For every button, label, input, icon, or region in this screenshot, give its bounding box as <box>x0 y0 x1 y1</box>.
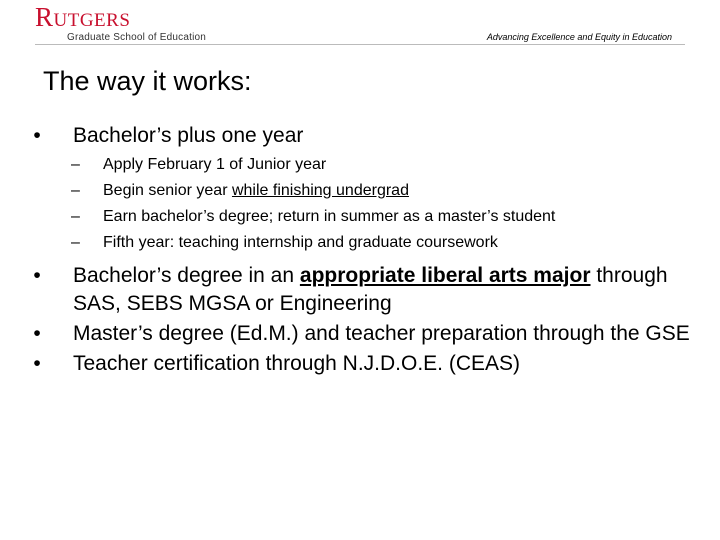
bullet-emphasis: appropriate liberal arts major <box>299 264 591 287</box>
sub-bullet-item <box>27 230 692 256</box>
sub-bullet-text: Earn bachelor’s degree; return in summer as a master’s student <box>103 208 556 225</box>
bullet-text: Bachelor’s plus one year <box>73 124 304 147</box>
bullet-text <box>73 262 692 318</box>
bullet-marker: • <box>33 264 41 287</box>
bullet-item <box>27 320 692 348</box>
header-divider <box>35 44 685 45</box>
bullet-text: Teacher certification through N.J.D.O.E. (CEAS) <box>73 352 520 375</box>
sub-bullet-text-before: Begin senior year <box>103 182 232 199</box>
logo-subtitle: Graduate School of Education <box>67 32 207 43</box>
bullet-item <box>27 350 692 378</box>
sub-bullet-marker: – <box>71 182 80 199</box>
sub-bullet-text <box>103 178 409 204</box>
bullet-marker: • <box>33 352 41 375</box>
bullet-marker: • <box>33 322 41 345</box>
sub-bullet-underlined: while finishing undergrad <box>231 182 409 199</box>
sub-bullet-item <box>27 204 692 230</box>
bullet-text: Master’s degree (Ed.M.) and teacher preparation through the GSE <box>73 322 690 345</box>
sub-bullet-item <box>27 152 692 178</box>
bullet-text-after: through SAS, SEBS MGSA or Engineering <box>73 264 668 315</box>
slide-header <box>0 0 720 46</box>
slide-title: The way it works: <box>43 66 252 96</box>
bullet-item <box>27 122 692 150</box>
rutgers-gse-logo <box>35 2 207 44</box>
bullet-item <box>27 262 692 318</box>
bullet-text-before: Bachelor’s degree in an <box>73 264 300 287</box>
logo-wordmark: Rutgers <box>35 2 131 32</box>
sub-bullet-list <box>27 152 692 256</box>
sub-bullet-text: Apply February 1 of Junior year <box>103 156 327 173</box>
sub-bullet-item <box>27 178 692 204</box>
sub-bullet-text: Fifth year: teaching internship and graduate coursework <box>103 234 498 251</box>
slide-body <box>27 122 692 380</box>
header-tagline: Advancing Excellence and Equity in Education <box>486 32 672 42</box>
sub-bullet-marker: – <box>71 208 80 225</box>
bullet-marker: • <box>33 124 41 147</box>
sub-bullet-marker: – <box>71 156 80 173</box>
sub-bullet-marker: – <box>71 234 80 251</box>
